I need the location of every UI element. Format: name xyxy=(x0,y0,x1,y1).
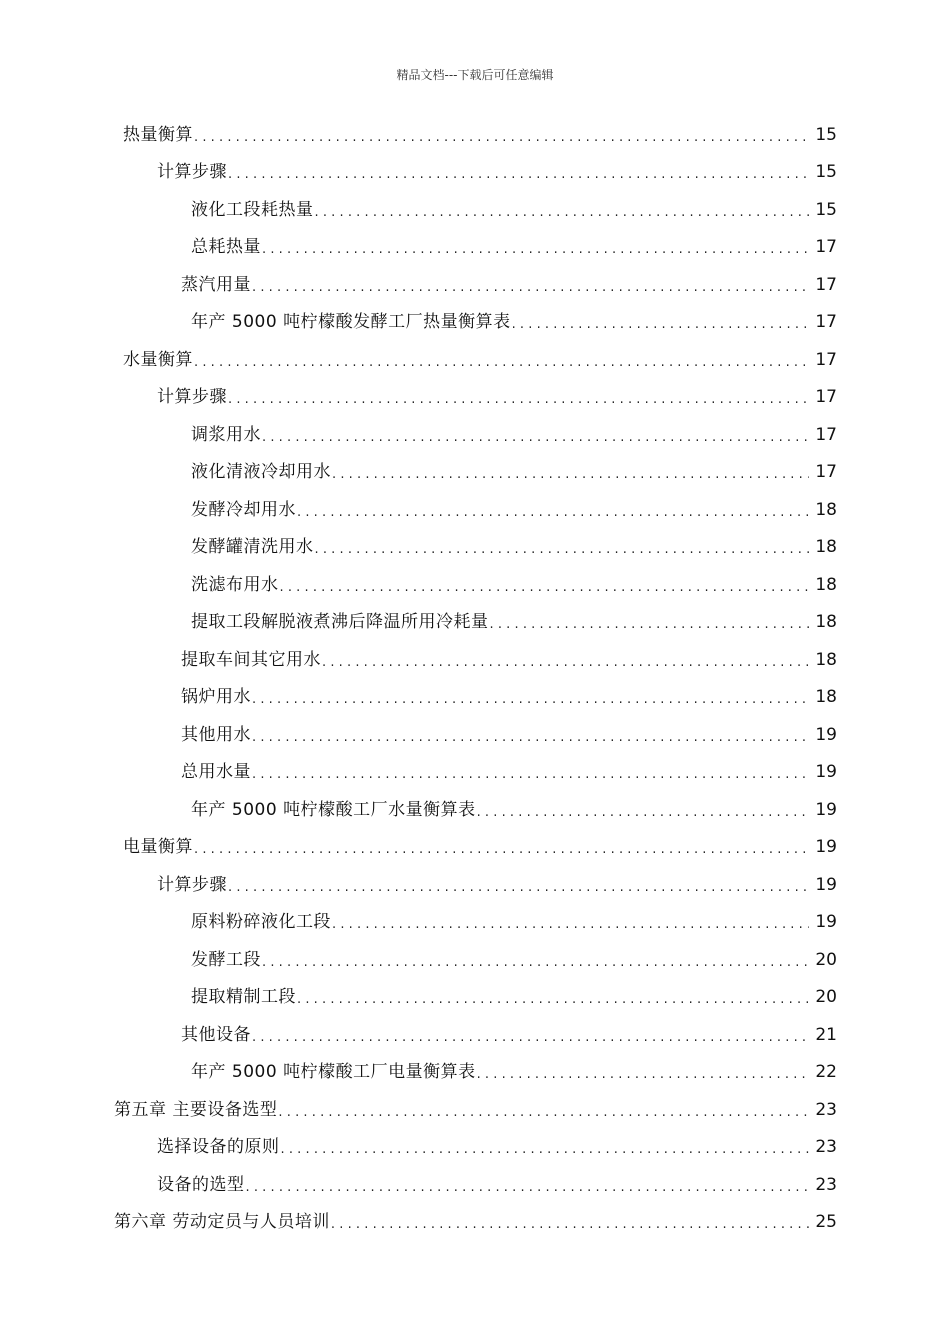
toc-entry-page-number: 19 xyxy=(815,837,837,857)
toc-entry-title: 第五章 主要设备选型 xyxy=(114,1099,278,1120)
toc-entry[interactable] xyxy=(123,116,837,153)
toc-dot-leader xyxy=(252,728,809,748)
toc-dot-leader xyxy=(278,1103,809,1123)
toc-entry-page-number: 19 xyxy=(815,724,837,745)
toc-entry[interactable] xyxy=(191,491,837,528)
toc-entry-page-number: 23 xyxy=(815,1174,837,1195)
toc-entry-title: 年产 5000 吨柠檬酸工厂电量衡算表 xyxy=(191,1062,476,1082)
toc-entry-title: 发酵罐清洗用水 xyxy=(191,537,314,557)
toc-entry-title: 洗滤布用水 xyxy=(191,574,279,595)
toc-entry-title: 计算步骤 xyxy=(157,387,227,407)
toc-entry-title: 年产 5000 吨柠檬酸发酵工厂热量衡算表 xyxy=(191,312,511,332)
toc-dot-leader xyxy=(477,1065,810,1085)
toc-entry[interactable] xyxy=(157,379,837,416)
toc-entry[interactable] xyxy=(191,1054,837,1091)
toc-dot-leader xyxy=(315,540,810,560)
toc-dot-leader xyxy=(332,915,809,935)
toc-entry-title: 调浆用水 xyxy=(191,424,261,445)
toc-entry[interactable] xyxy=(114,1091,837,1128)
toc-entry[interactable] xyxy=(191,904,837,941)
toc-entry-page-number: 17 xyxy=(815,274,837,295)
toc-entry-title: 总耗热量 xyxy=(191,237,261,257)
toc-dot-leader xyxy=(194,128,809,148)
toc-entry-page-number: 18 xyxy=(815,574,837,595)
toc-entry-page-number: 19 xyxy=(815,762,837,782)
toc-entry-title: 发酵工段 xyxy=(191,949,261,970)
toc-entry-page-number: 17 xyxy=(815,349,837,370)
toc-entry-title: 发酵冷却用水 xyxy=(191,499,296,520)
toc-entry-page-number: 17 xyxy=(815,312,837,332)
toc-entry-title: 液化清液冷却用水 xyxy=(191,462,331,482)
toc-entry-title: 热量衡算 xyxy=(123,124,193,145)
toc-dot-leader xyxy=(194,353,809,373)
toc-dot-leader xyxy=(297,503,809,523)
toc-dot-leader xyxy=(252,1028,809,1048)
toc-entry-title: 提取车间其它用水 xyxy=(181,649,321,670)
toc-entry-title: 选择设备的原则 xyxy=(157,1137,280,1157)
toc-entry[interactable] xyxy=(191,304,837,341)
toc-entry-title: 计算步骤 xyxy=(157,874,227,895)
toc-entry-page-number: 18 xyxy=(815,499,837,520)
toc-dot-leader xyxy=(262,953,809,973)
toc-entry-page-number: 20 xyxy=(815,949,837,970)
toc-entry-page-number: 19 xyxy=(815,799,837,820)
toc-entry-page-number: 19 xyxy=(815,912,837,932)
toc-dot-leader xyxy=(490,615,810,635)
toc-entry-title: 计算步骤 xyxy=(157,162,227,182)
toc-entry-page-number: 15 xyxy=(815,162,837,182)
toc-dot-leader xyxy=(194,840,809,860)
toc-entry[interactable] xyxy=(181,266,837,303)
toc-entry[interactable] xyxy=(191,529,837,566)
toc-dot-leader xyxy=(331,1215,809,1235)
toc-entry[interactable] xyxy=(157,1129,837,1166)
toc-entry-page-number: 18 xyxy=(815,612,837,632)
toc-dot-leader xyxy=(315,203,810,223)
toc-dot-leader xyxy=(228,878,809,898)
toc-entry-page-number: 18 xyxy=(815,687,837,707)
toc-entry-page-number: 19 xyxy=(815,874,837,895)
toc-entry-page-number: 18 xyxy=(815,537,837,557)
toc-entry-title: 电量衡算 xyxy=(123,837,193,857)
toc-dot-leader xyxy=(281,1140,810,1160)
toc-entry-title: 水量衡算 xyxy=(123,349,193,370)
toc-entry-title: 设备的选型 xyxy=(157,1174,245,1195)
toc-entry[interactable] xyxy=(157,1166,837,1203)
toc-entry[interactable] xyxy=(191,454,837,491)
toc-entry-title: 蒸汽用量 xyxy=(181,274,251,295)
toc-entry[interactable] xyxy=(191,604,837,641)
toc-entry-title: 其他设备 xyxy=(181,1024,251,1045)
toc-entry-title: 其他用水 xyxy=(181,724,251,745)
toc-dot-leader xyxy=(262,428,809,448)
toc-entry-page-number: 15 xyxy=(815,124,837,145)
toc-entry[interactable] xyxy=(114,1204,837,1241)
toc-entry-title: 原料粉碎液化工段 xyxy=(191,912,331,932)
toc-dot-leader xyxy=(297,990,809,1010)
page-header: 精品文档---下载后可任意编辑 xyxy=(396,68,554,82)
toc-entry[interactable] xyxy=(181,754,837,791)
toc-dot-leader xyxy=(252,690,809,710)
toc-dot-leader xyxy=(262,240,809,260)
toc-entry[interactable] xyxy=(191,791,837,828)
toc-entry-page-number: 17 xyxy=(815,462,837,482)
toc-entry-page-number: 22 xyxy=(815,1062,837,1082)
toc-entry[interactable] xyxy=(181,679,837,716)
toc-entry-page-number: 15 xyxy=(815,199,837,220)
toc-dot-leader xyxy=(228,165,809,185)
toc-entry[interactable] xyxy=(191,416,837,453)
toc-entry-page-number: 23 xyxy=(815,1099,837,1120)
toc-entry-page-number: 23 xyxy=(815,1137,837,1157)
toc-entry-page-number: 17 xyxy=(815,237,837,257)
toc-dot-leader xyxy=(280,578,810,598)
toc-entry-page-number: 17 xyxy=(815,424,837,445)
toc-dot-leader xyxy=(228,390,809,410)
toc-entry-title: 液化工段耗热量 xyxy=(191,199,314,220)
toc-entry[interactable] xyxy=(191,566,837,603)
toc-entry[interactable] xyxy=(191,191,837,228)
toc-entry-title: 年产 5000 吨柠檬酸工厂水量衡算表 xyxy=(191,799,476,820)
toc-entry[interactable] xyxy=(181,716,837,753)
toc-entry[interactable] xyxy=(157,154,837,191)
toc-entry-page-number: 21 xyxy=(815,1024,837,1045)
toc-entry-title: 提取精制工段 xyxy=(191,987,296,1007)
toc-entry[interactable] xyxy=(191,979,837,1016)
toc-entry[interactable] xyxy=(181,641,837,678)
toc-dot-leader xyxy=(322,653,809,673)
toc-entry-page-number: 18 xyxy=(815,649,837,670)
toc-entry-page-number: 17 xyxy=(815,387,837,407)
toc-dot-leader xyxy=(512,315,810,335)
toc-entry-title: 总用水量 xyxy=(181,762,251,782)
toc-entry-title: 提取工段解脱液煮沸后降温所用冷耗量 xyxy=(191,612,489,632)
toc-entry[interactable] xyxy=(191,229,837,266)
toc-entry[interactable] xyxy=(157,866,837,903)
toc-dot-leader xyxy=(332,465,809,485)
toc-entry[interactable] xyxy=(123,829,837,866)
toc-entry[interactable] xyxy=(123,341,837,378)
toc-entry[interactable] xyxy=(191,941,837,978)
toc-dot-leader xyxy=(252,765,809,785)
toc-entry-title: 第六章 劳动定员与人员培训 xyxy=(114,1212,330,1232)
toc-dot-leader xyxy=(252,278,809,298)
toc-dot-leader xyxy=(477,803,810,823)
toc-entry-title: 锅炉用水 xyxy=(181,687,251,707)
toc-entry-page-number: 20 xyxy=(815,987,837,1007)
toc-dot-leader xyxy=(246,1178,810,1198)
toc-entry-page-number: 25 xyxy=(815,1212,837,1232)
toc-entry[interactable] xyxy=(181,1016,837,1053)
